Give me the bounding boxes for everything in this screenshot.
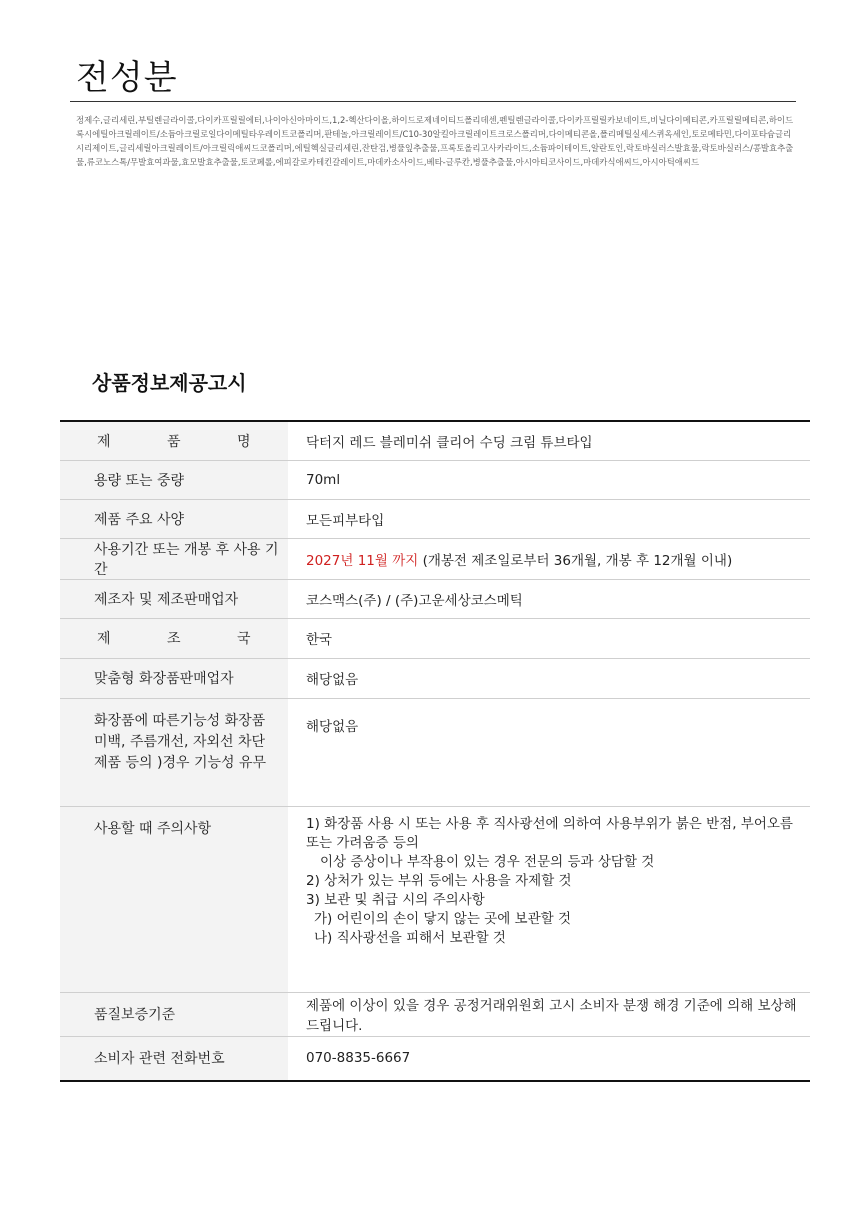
value-custom-seller: 해당없음 [288, 658, 810, 698]
caution-line: 가) 어린이의 손이 닿지 않는 곳에 보관할 것 [314, 910, 572, 927]
product-info-table [60, 420, 810, 1082]
value-country: 한국 [288, 618, 810, 658]
label-functional-line: 화장품에 따른기능성 화장품 [94, 712, 266, 729]
label-capacity: 용량 또는 중량 [60, 460, 288, 499]
row-manufacturer [60, 579, 810, 618]
label-functional-line: 제품 등의 )경우 기능성 유무 [94, 754, 267, 771]
value-expiry [288, 538, 810, 579]
label-functional [60, 698, 288, 806]
title-divider [70, 101, 796, 102]
label-expiry: 사용기간 또는 개봉 후 사용 기간 [60, 538, 288, 579]
caution-line: 1) 화장품 사용 시 또는 사용 후 직사광선에 의하여 사용부위가 붉은 반점, 부어오름 또는 가려움증 등의 [306, 815, 793, 851]
value-manufacturer: 코스맥스(주) / (주)고운세상코스메틱 [288, 579, 810, 618]
expiry-date: 2027년 11월 까지 [306, 552, 419, 569]
value-product-name: 닥터지 레드 블레미쉬 클리어 수딩 크림 튜브타입 [288, 421, 810, 460]
caution-line: 이상 증상이나 부작용이 있는 경우 전문의 등과 상담할 것 [320, 853, 655, 870]
caution-line: 나) 직사광선을 피해서 보관할 것 [314, 929, 506, 946]
row-product-name [60, 421, 810, 460]
row-country [60, 618, 810, 658]
label-phone: 소비자 관련 전화번호 [60, 1036, 288, 1081]
value-spec: 모든피부타입 [288, 499, 810, 538]
page-title: 전성분 [76, 58, 178, 98]
label-product-name: 제 품 명 [97, 433, 277, 450]
caution-line: 2) 상처가 있는 부위 등에는 사용을 자제할 것 [306, 872, 572, 889]
row-functional [60, 698, 810, 806]
label-cautions: 사용할 때 주의사항 [60, 806, 288, 992]
value-cautions [288, 806, 810, 992]
value-functional: 해당없음 [288, 698, 810, 806]
row-spec [60, 499, 810, 538]
value-capacity: 70ml [288, 460, 810, 499]
label-manufacturer: 제조자 및 제조판매업자 [60, 579, 288, 618]
row-expiry [60, 538, 810, 579]
value-quality: 제품에 이상이 있을 경우 공정거래위원회 고시 소비자 분쟁 해경 기준에 의해 보상해 드립니다. [288, 992, 810, 1036]
label-custom-seller: 맞춤형 화장품판매업자 [60, 658, 288, 698]
label-functional-line: 미백, 주름개선, 자외선 차단 [94, 733, 266, 750]
row-phone [60, 1036, 810, 1081]
row-quality [60, 992, 810, 1036]
label-country: 제 조 국 [97, 631, 277, 647]
row-cautions [60, 806, 810, 992]
notice-title: 상품정보제공고시 [92, 371, 247, 395]
row-capacity [60, 460, 810, 499]
row-custom-seller [60, 658, 810, 698]
ingredients-list: 정제수,글리세린,부틸렌글라이콜,다이카프릴릴에터,나이아신아마이드,1,2-헥산다이올,하이드로제네이티드폴리데센,펜틸렌글라이콜,다이카프릴릴카보네이트,비닐다이메티콘,카프릴릴메티콘,하이드록시에틸아크릴레이트/소듐아크릴로일다이메틸타우레이트코폴리머,판테놀,아크릴레이트/C10-30알킬아크릴레이트크로스폴리머,다이메티콘올,폴리메틸실세스퀴옥세인,토로메타민,다이포타슘글리시리제이트,글리세릴아크릴레이트/아크릴릭애씨드코폴리머,에틸헥실글리세린,잔탄검,병풀잎추출물,프록토올리고사카라이드,소듐파이테이트,알란토인,락토바실러스발효물,락토바실러스/콩발효추출물,류코노스톡/무발효여과물,효모발효추출물,토코페롤,에피갈로카테킨갈레이트,마데카소사이드,베타-글루칸,병풀추출물,아시아티코사이드,마데카식애씨드,아시아틱애씨드 [76, 115, 794, 167]
expiry-detail: (개봉전 제조일로부터 36개월, 개봉 후 12개월 이내) [418, 552, 733, 569]
label-quality: 품질보증기준 [60, 992, 288, 1036]
label-spec: 제품 주요 사양 [60, 499, 288, 538]
caution-line: 3) 보관 및 취급 시의 주의사항 [306, 891, 485, 908]
value-phone: 070-8835-6667 [306, 1050, 411, 1067]
